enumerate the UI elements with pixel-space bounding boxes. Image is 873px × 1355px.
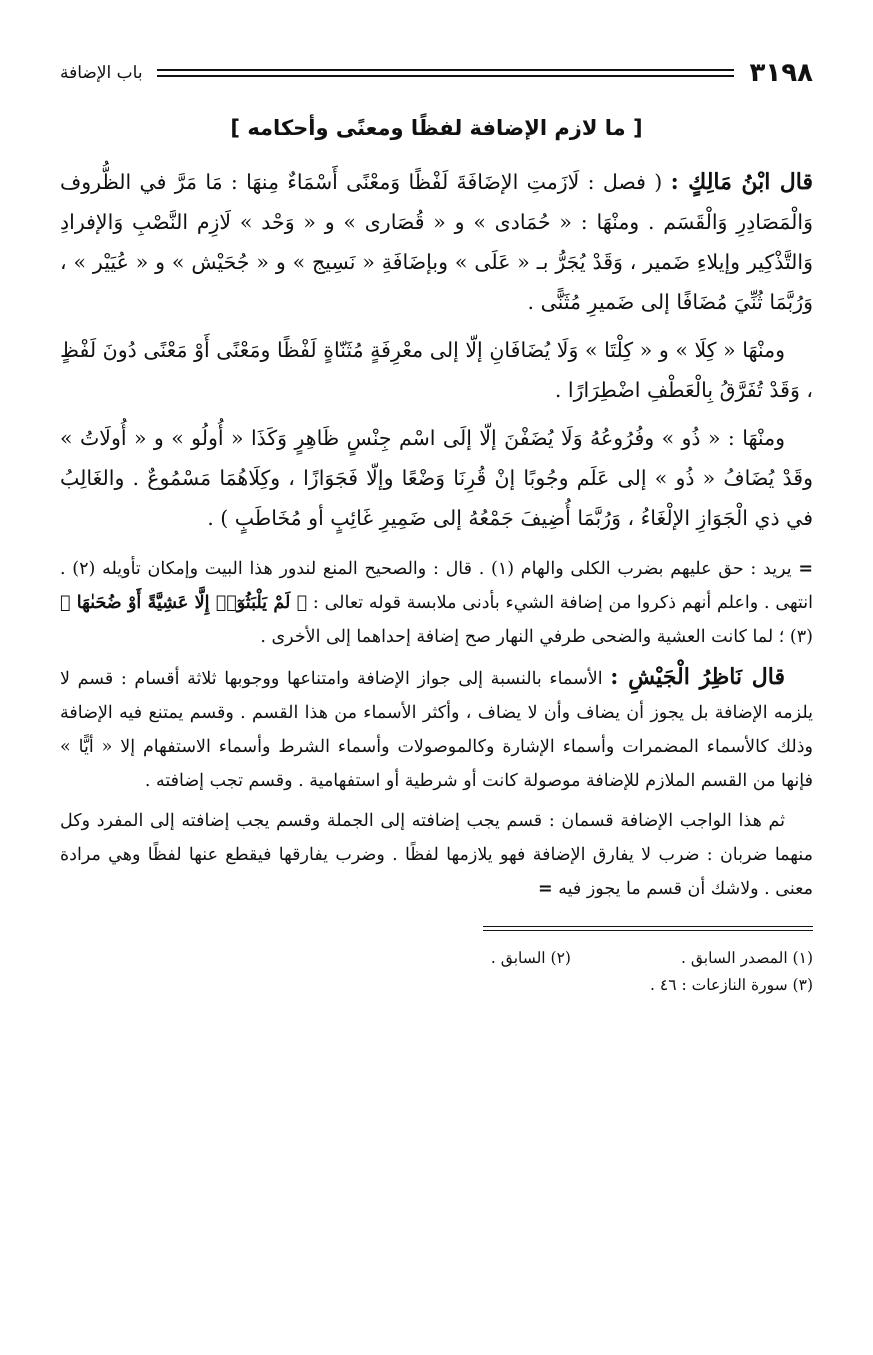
section-heading: [ ما لازم الإضافة لفظًا ومعنًى وأحكامه ] [230, 116, 643, 140]
main-paragraph-1-text: ( فصل : لَازَمتِ الإضَافَةَ لَفْظًا وَمعْنًى أَسْمَاءٌ مِنهَا : مَا مَرَّ في الظُّروف وَالْمَصَادِرِ وَالْقَسَم . ومنْهَا : « حُمَادى » و « قُصَارى » و « وَحْد » لَازِم النَّصْبِ وَالإفرادِ وَالتَّذْكِير وإيلاءِ ضَمير ، وَقَدْ يُجَرُّ بـ « عَلَى » وبإضَافَةِ « نَسِيج » و « جُحَيْش » و « عُيَيْر » ، وَرُبَّمَا ثُنِّيَ مُضَافًا إلى ضَميرِ مُثَنًّى . [60, 170, 813, 314]
book-page [60, 48, 813, 1315]
footnote-row-2 [60, 972, 813, 999]
end-continuation-mark: = [537, 879, 553, 899]
commentary-text-3: ثم هذا الواجب الإضافة قسمان : قسم يجب إضافته إلى الجملة وقسم يجب إضافته إلى المفرد وكل منهما ضربان : ضرب لا يفارق الإضافة فهو يلازمها لفظًا . وضرب يفارقها فيقطع عنها لفظًا وهي مرادة معنى . ولاشك أن قسم ما يجوز فيه [60, 811, 813, 899]
quran-verse: ﴿ لَمْ يَلْبَثُوٓا۟ إِلَّا عَشِيَّةً أَوْ ضُحَىٰهَا ﴾ [60, 593, 308, 613]
main-paragraph-1 [60, 162, 813, 322]
main-paragraph-3: ومنْهَا : « ذُو » وفُرُوعُهُ وَلَا يُضَفْنَ إلّا إلَى اسْم جِنْسٍ ظَاهِرٍ وَكَذَا « أُولُو » و « أُولَاتُ » وقَدْ يُضَافُ « ذُو » إلى عَلَم وجُوبًا إنْ قُرِنَا وَضْعًا وإلّا فَجَوَازًا ، وكِلَاهُمَا مَسْمُوعٌ . والغَالِبُ في ذي الْجَوَازِ الإلْغَاءُ ، وَرُبَّمَا أُضِيفَ جَمْعُهُ إلى ضَمِيرِ غَائِبٍ أو مُخَاطَبٍ ) . [60, 426, 813, 530]
commentary-paragraph-3 [60, 804, 813, 906]
running-header [60, 48, 813, 98]
page-number: ٣١٩٨ [749, 58, 813, 88]
commentary-paragraph-2 [60, 660, 813, 798]
main-paragraph-2: ومنْهَا « كِلَا » و « كِلْتَا » وَلَا يُضَافَانِ إلّا إلى معْرِفَةٍ مُثَنّاةٍ لَفْظًا ومَعْنًى أَوْ مَعْنًى دُونَ لَفْظٍ ، وَقَدْ تُفَرَّقُ بِالْعَطْفِ اضْطِرَارًا . [60, 338, 813, 402]
chapter-title: باب الإضافة [60, 63, 143, 83]
commentary-text-2: الأسماء بالنسبة إلى جواز الإضافة وامتناعها ووجوبها ثلاثة أقسام : قسم لا يلزمه الإضافة بل يجوز أن يضاف وأن لا يضاف ، وأكثر الأسماء من هذا القسم . وقسم يمتنع فيه الإضافة وذلك كالأسماء المضمرات وأسماء الإشارة وكالموصولات وأسماء الشرط وأسماء الاستفهام إلا « أيًّا » فإنها من القسم الملازم للإضافة موصولة كانت أو شرطية أو استفهامية . وقسم تجب إضافته . [60, 669, 813, 791]
continuation-mark: = [798, 559, 814, 579]
commentator-name: قال نَاظِرُ الْجَيْشِ : [610, 664, 785, 690]
main-text [60, 162, 813, 538]
footnote-row-1 [60, 945, 813, 972]
author-name: قال ابْنُ مَالِكٍ : [670, 169, 813, 195]
footnote-1: (١) المصدر السابق . [680, 949, 813, 967]
commentary-paragraph-1 [60, 552, 813, 654]
commentary [60, 552, 813, 906]
footnotes [60, 945, 813, 999]
commentary-text-1a: يريد : حق عليهم بضرب الكلى والهام (١) . قال : والصحيح المنع لندور هذا البيت وإمكان تأويله (٢) . انتهى . واعلم أنهم ذكروا من إضافة الشيء بأدنى ملابسة قوله تعالى : [60, 559, 813, 613]
footnote-rule [483, 926, 813, 931]
header-rule [157, 69, 734, 77]
commentary-text-1b: (٣) ؛ لما كانت العشية والضحى طرفي النهار صح إضافة إحداهما إلى الأخرى . [260, 627, 813, 647]
footnote-2: (٢) السابق . [490, 949, 571, 967]
footnote-3: (٣) سورة النازعات : ٤٦ . [650, 976, 813, 994]
